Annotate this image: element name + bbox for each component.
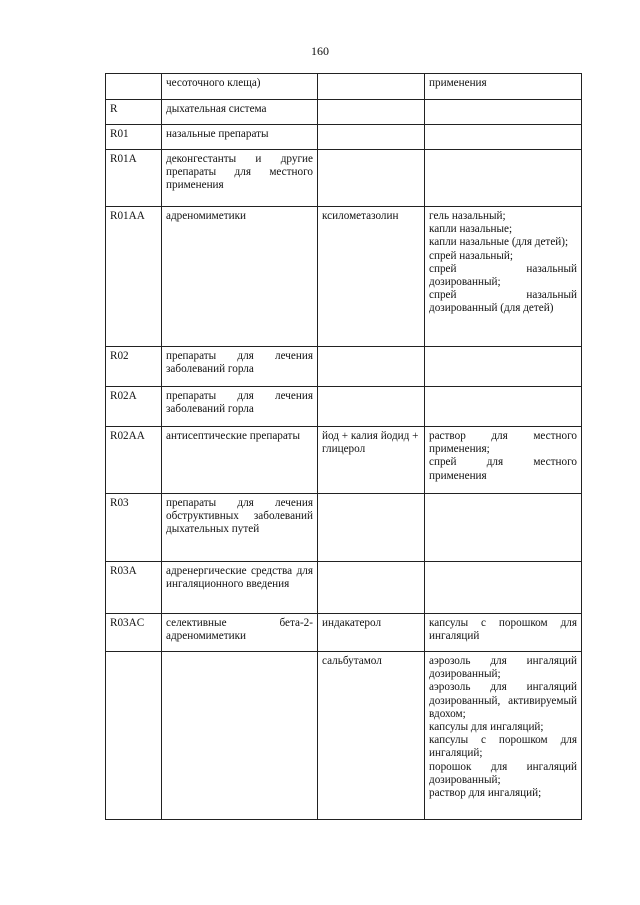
table-row: [106, 207, 582, 347]
dosage-form-line: аэрозоль для ингаляций дозированный, активируемый вдохом;: [429, 681, 577, 720]
atc-code-cell: R02: [106, 347, 162, 387]
dosage-form-line: порошок для ингаляций дозированный;: [429, 760, 577, 786]
drug-classification-table: [105, 73, 582, 820]
table-row: [106, 652, 582, 820]
group-name-cell: препараты для лечения заболеваний горла: [162, 387, 318, 427]
table-row: [106, 562, 582, 614]
dosage-form-line: капсулы для ингаляций;: [429, 721, 544, 734]
group-name-cell: препараты для лечения обструктивных заболеваний дыхательных путей: [162, 494, 318, 562]
inn-cell: ксилометазолин: [318, 207, 425, 347]
dosage-form-line: капсулы с порошком для ингаляций;: [429, 734, 577, 760]
atc-code-cell: R: [106, 100, 162, 125]
inn-cell: сальбутамол: [318, 652, 425, 820]
dosage-form-cell: [425, 387, 582, 427]
inn-cell: [318, 125, 425, 150]
dosage-form-line: применения: [429, 77, 487, 89]
table-row: [106, 494, 582, 562]
dosage-form-cell: [425, 347, 582, 387]
group-name-cell: селективные бета-2-адреномиметики: [162, 614, 318, 652]
dosage-form-line: аэрозоль для ингаляций дозированный;: [429, 655, 577, 681]
table-row: [106, 614, 582, 652]
group-name-cell: адреномиметики: [162, 207, 318, 347]
inn-cell: [318, 74, 425, 100]
dosage-form-cell: [425, 562, 582, 614]
dosage-form-cell: [425, 427, 582, 494]
atc-code-cell: R02AA: [106, 427, 162, 494]
group-name-cell: назальные препараты: [162, 125, 318, 150]
inn-cell: [318, 494, 425, 562]
inn-cell: [318, 150, 425, 207]
inn-cell: [318, 100, 425, 125]
inn-cell: йод + калия йодид + глицерол: [318, 427, 425, 494]
atc-code-cell: [106, 74, 162, 100]
table-row: [106, 347, 582, 387]
dosage-form-line: гель назальный;: [429, 210, 506, 222]
table-row: [106, 427, 582, 494]
group-name-cell: деконгестанты и другие препараты для местного применения: [162, 150, 318, 207]
inn-cell: индакатерол: [318, 614, 425, 652]
atc-code-cell: R02A: [106, 387, 162, 427]
group-name-cell: дыхательная система: [162, 100, 318, 125]
group-name-cell: антисептические препараты: [162, 427, 318, 494]
inn-cell: [318, 387, 425, 427]
page-number: 160: [311, 44, 329, 58]
atc-code-cell: R01A: [106, 150, 162, 207]
atc-code-cell: R03AC: [106, 614, 162, 652]
table-row: [106, 150, 582, 207]
dosage-form-line: спрей для местного применения: [429, 456, 577, 482]
dosage-form-cell: [425, 652, 582, 820]
table-row: [106, 387, 582, 427]
group-name-cell: [162, 652, 318, 820]
dosage-form-cell: [425, 207, 582, 347]
table-row: [106, 100, 582, 125]
dosage-form-cell: [425, 125, 582, 150]
dosage-form-line: спрей назальный;: [429, 249, 514, 262]
atc-code-cell: [106, 652, 162, 820]
dosage-form-line: спрей назальный дозированный (для детей): [429, 289, 577, 315]
dosage-form-line: капли назальные;: [429, 223, 513, 236]
atc-code-cell: R03A: [106, 562, 162, 614]
atc-code-cell: R01AA: [106, 207, 162, 347]
table-row: [106, 74, 582, 100]
dosage-form-line: капли назальные (для детей);: [429, 236, 569, 249]
atc-code-cell: R01: [106, 125, 162, 150]
dosage-form-cell: [425, 494, 582, 562]
dosage-form-cell: [425, 74, 582, 100]
group-name-cell: препараты для лечения заболеваний горла: [162, 347, 318, 387]
group-name-cell: чесоточного клеща): [162, 74, 318, 100]
dosage-form-cell: [425, 614, 582, 652]
inn-cell: [318, 347, 425, 387]
dosage-form-line: спрей назальный дозированный;: [429, 262, 577, 289]
inn-cell: [318, 562, 425, 614]
dosage-form-line: раствор для местного применения;: [429, 430, 577, 456]
dosage-form-line: капсулы с порошком для ингаляций: [429, 617, 577, 643]
dosage-form-cell: [425, 100, 582, 125]
dosage-form-cell: [425, 150, 582, 207]
table-row: [106, 125, 582, 150]
dosage-form-line: раствор для ингаляций;: [429, 787, 542, 800]
group-name-cell: адренергические средства для ингаляционного введения: [162, 562, 318, 614]
atc-code-cell: R03: [106, 494, 162, 562]
